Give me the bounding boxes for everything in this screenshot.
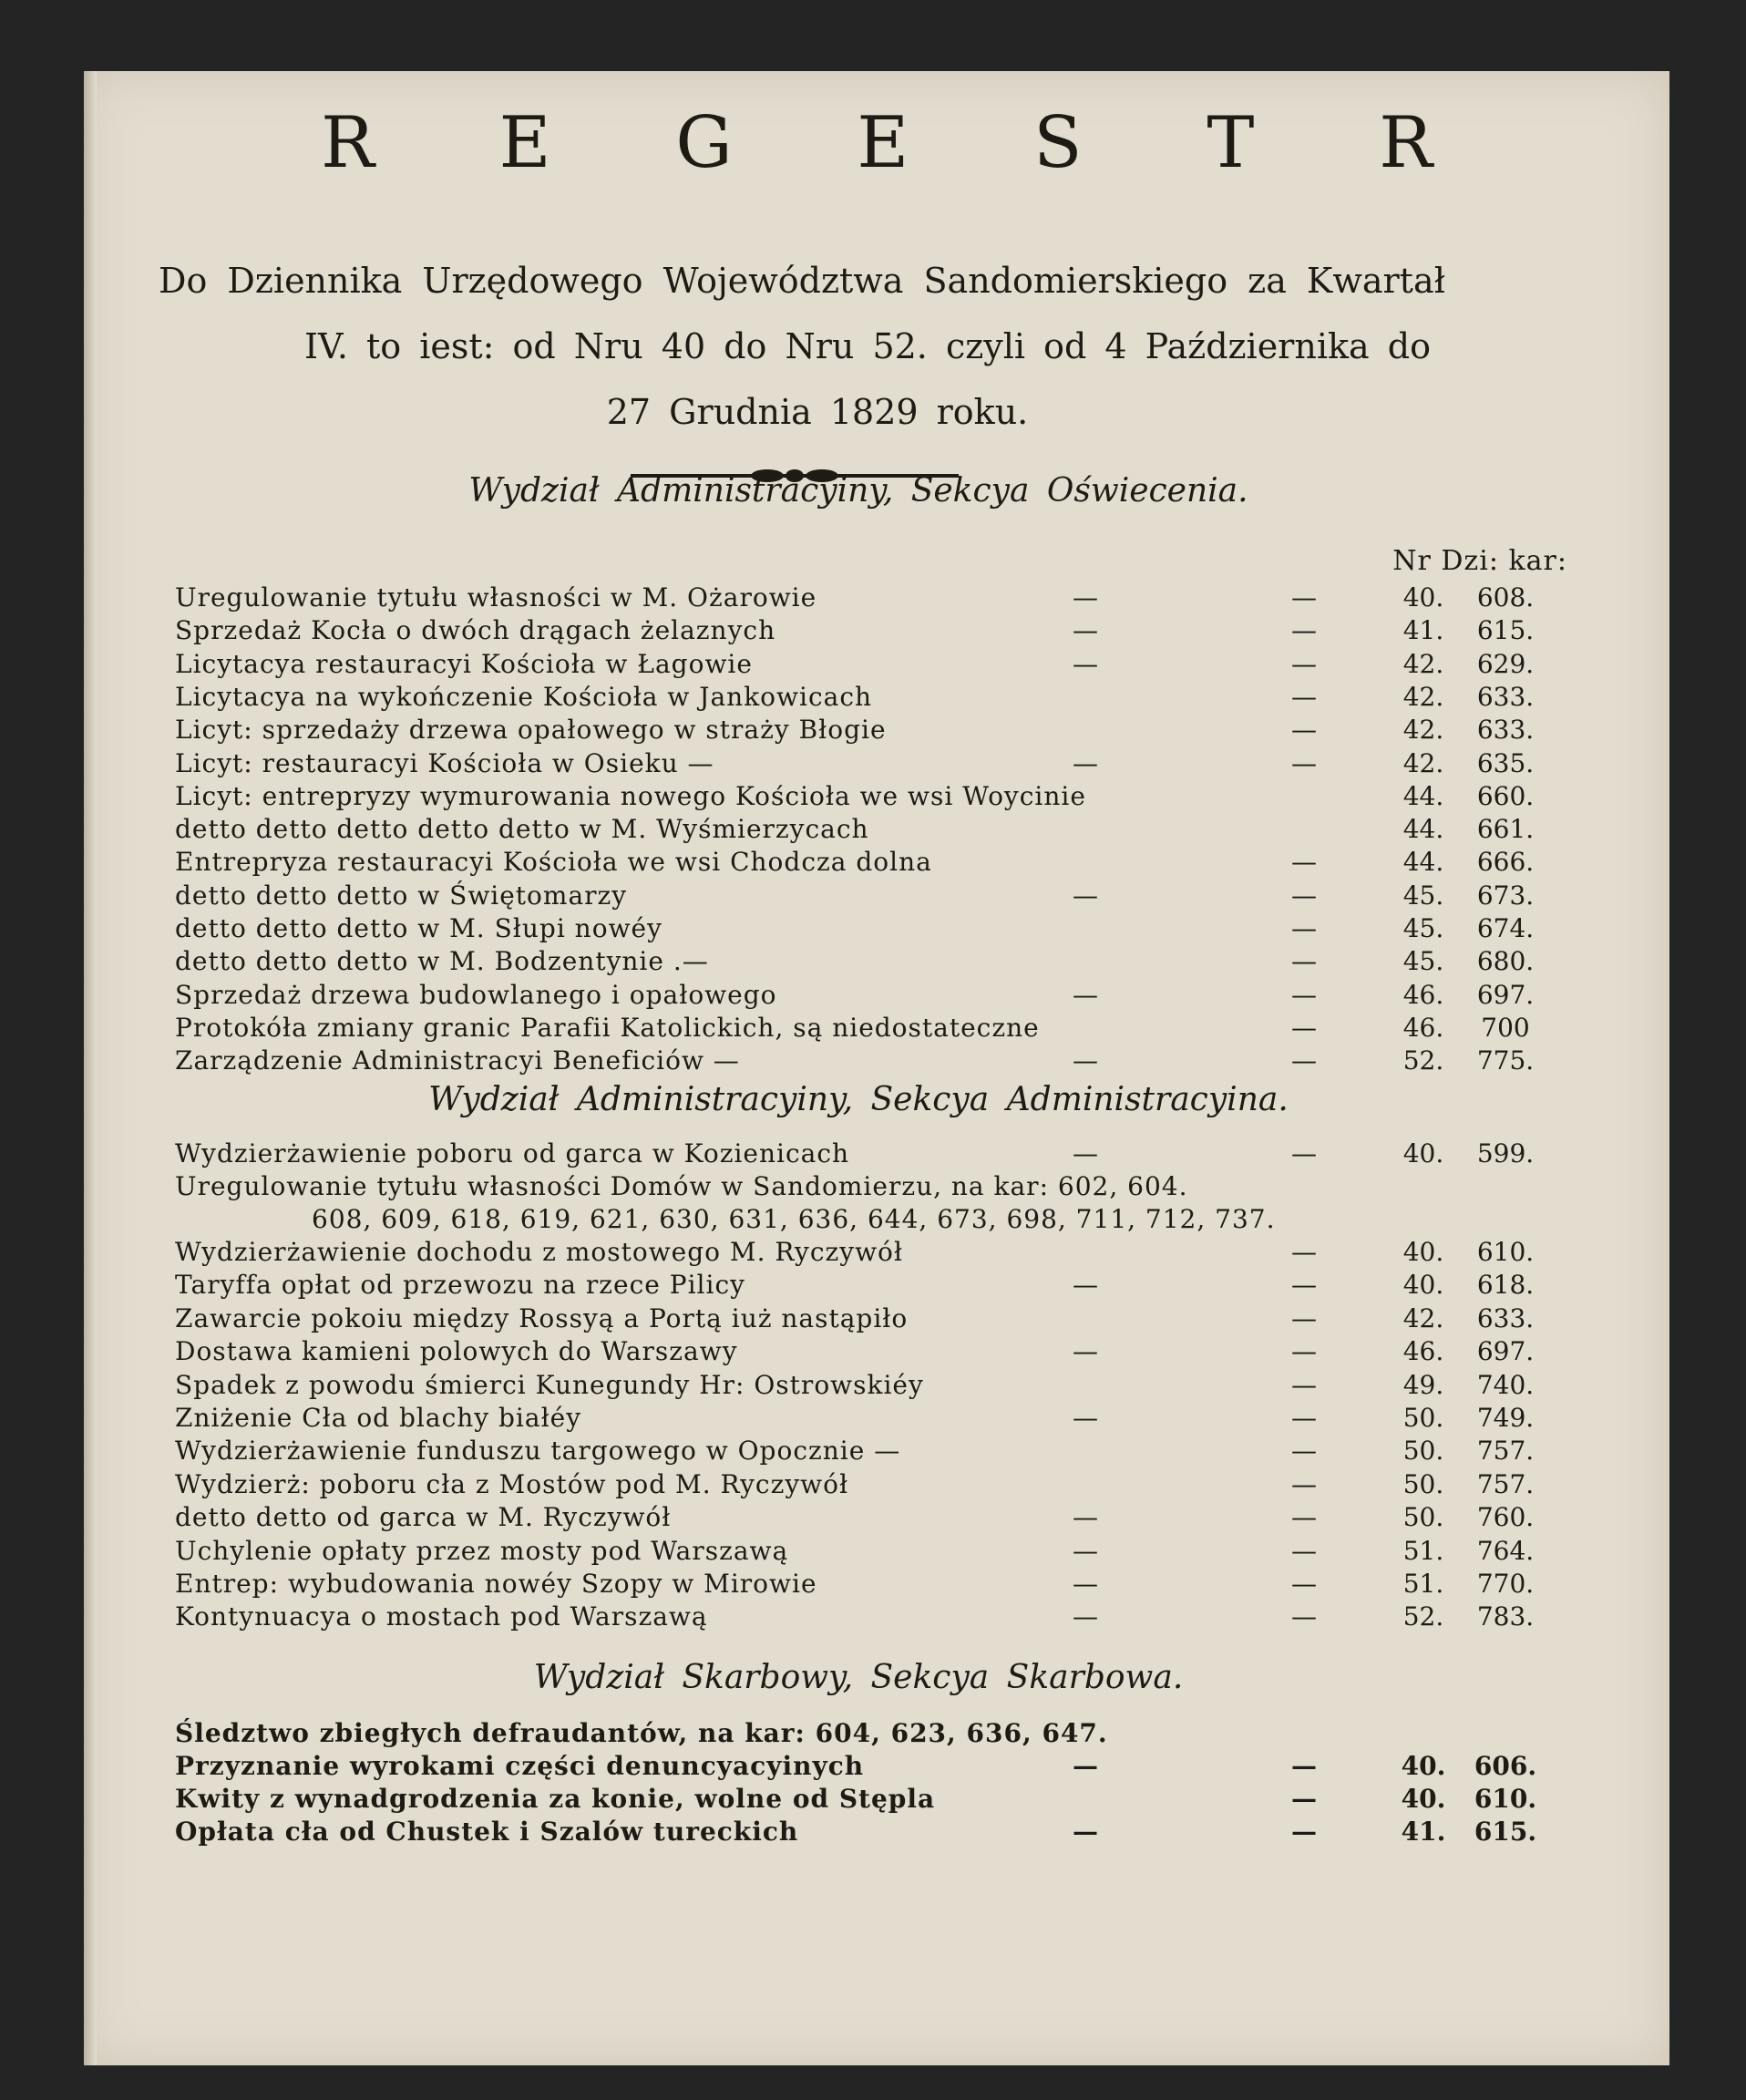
register-row: [175, 1501, 1542, 1534]
row-number: 40.: [1401, 1751, 1446, 1781]
row-dash: —: [1291, 1336, 1317, 1367]
row-page: 757.: [1476, 1436, 1535, 1467]
row-number: 44.: [1402, 847, 1444, 878]
row-number: 50.: [1402, 1502, 1444, 1533]
row-number: 42.: [1402, 681, 1444, 712]
row-number: 41.: [1402, 615, 1444, 646]
document-page: [84, 71, 1669, 2065]
row-description: Licytacya na wykończenie Kościoła w Jankowicach: [175, 681, 873, 712]
register-row: [175, 780, 1542, 813]
row-page: 697.: [1476, 979, 1535, 1010]
row-number: 40.: [1402, 1270, 1444, 1301]
row-number: 46.: [1402, 1336, 1444, 1367]
row-number: 52.: [1402, 1601, 1444, 1632]
row-dash: —: [1073, 1751, 1098, 1781]
row-page: 615.: [1474, 1817, 1537, 1847]
row-description: Sprzedaż drzewa budowlanego i opałowego: [175, 979, 777, 1010]
row-description: Sprzedaż Kocła o dwóch drągach żelaznych: [175, 615, 776, 646]
row-page: 618.: [1476, 1270, 1535, 1301]
row-dash: —: [1291, 1784, 1317, 1814]
row-dash: —: [1073, 979, 1098, 1010]
row-description: Uchylenie opłaty przez mosty pod Warszawą: [175, 1535, 789, 1566]
row-dash: —: [1073, 1045, 1098, 1076]
row-page: 608.: [1476, 582, 1535, 612]
row-number: 40.: [1402, 1237, 1444, 1267]
row-number: 40.: [1402, 1138, 1444, 1168]
row-number: 50.: [1402, 1436, 1444, 1467]
row-dash: —: [1073, 615, 1098, 646]
register-row: [175, 614, 1542, 647]
row-number: 42.: [1402, 715, 1444, 746]
row-description: Uregulowanie tytułu własności w M. Ożarowie: [175, 582, 817, 612]
row-dash: —: [1291, 1270, 1317, 1301]
row-number: 44.: [1402, 780, 1444, 811]
row-number: 40.: [1402, 582, 1444, 612]
row-number: 49.: [1402, 1369, 1444, 1400]
subtitle-line-2: IV. to iest: od Nru 40 do Nru 52. czyli od 4 Października do: [304, 326, 1431, 366]
row-page: 629.: [1476, 648, 1535, 679]
row-dash: —: [1291, 1751, 1317, 1781]
row-number: 45.: [1402, 946, 1444, 977]
register-row: [175, 1783, 1542, 1816]
page-edge: [84, 71, 97, 2065]
row-description: Spadek z powodu śmierci Kunegundy Hr: Ostrowskiéy: [175, 1369, 924, 1400]
row-dash: —: [1291, 681, 1317, 712]
row-dash: —: [1291, 1535, 1317, 1566]
register-row: [175, 945, 1542, 978]
row-page: 599.: [1476, 1138, 1535, 1168]
row-dash: —: [1073, 1569, 1098, 1599]
register-row: [175, 648, 1542, 681]
row-page: 700: [1481, 1012, 1530, 1043]
register-row: [175, 1236, 1542, 1269]
row-description: Wydzierż: poboru cła z Mostów pod M. Ryczywół: [175, 1468, 849, 1499]
row-number: 45.: [1402, 913, 1444, 943]
register-row: [175, 1568, 1542, 1601]
row-page: 635.: [1476, 747, 1535, 778]
row-page: 760.: [1476, 1502, 1535, 1533]
row-number: 41.: [1401, 1817, 1446, 1847]
row-number: 51.: [1402, 1535, 1444, 1566]
row-dash: —: [1291, 1237, 1317, 1267]
row-description: Zniżenie Cła od blachy białéy: [175, 1403, 582, 1433]
section-heading-oswiecenia: Wydział Administracyiny, Sekcya Oświecenia.: [468, 472, 1248, 510]
section-heading-skarbowa: Wydział Skarbowy, Sekcya Skarbowa.: [533, 1659, 1184, 1696]
row-page: 697.: [1476, 1336, 1535, 1367]
section-heading-administracyina: Wydział Administracyiny, Sekcya Administracyina.: [428, 1081, 1289, 1118]
row-description: Entrepryza restauracyi Kościoła we wsi Chodcza dolna: [175, 847, 932, 878]
column-header: Nr Dzi: kar:: [1392, 545, 1567, 577]
row-number: 45.: [1402, 880, 1444, 911]
row-dash: —: [1291, 1601, 1317, 1632]
row-description: Licytacya restauracyi Kościoła w Łagowie: [175, 648, 753, 679]
row-dash: —: [1291, 747, 1317, 778]
row-dash: —: [1073, 1403, 1098, 1433]
row-dash: —: [1073, 1336, 1098, 1367]
row-number: 50.: [1402, 1403, 1444, 1433]
continuation-line: 608, 609, 618, 619, 621, 630, 631, 636, 644, 673, 698, 711, 712, 737.: [312, 1204, 1276, 1234]
row-description: detto detto detto detto detto w M. Wyśmierzycach: [175, 814, 869, 845]
row-dash: —: [1291, 946, 1317, 977]
subtitle-line-1: Do Dziennika Urzędowego Województwa Sandomierskiego za Kwartał: [159, 261, 1445, 301]
row-page: 610.: [1474, 1784, 1537, 1814]
row-dash: —: [1291, 1468, 1317, 1499]
row-description: detto detto detto w Świętomarzy: [175, 880, 628, 911]
row-description: Zawarcie pokoiu między Rossyą a Portą iuż nastąpiło: [175, 1302, 909, 1333]
row-dash: —: [1291, 615, 1317, 646]
register-row: [175, 747, 1542, 780]
register-row: [175, 582, 1542, 614]
row-dash: —: [1073, 880, 1098, 911]
row-description: Kontynuacya o mostach pod Warszawą: [175, 1601, 708, 1632]
row-number: 42.: [1402, 648, 1444, 679]
register-row: [175, 714, 1542, 746]
row-page: 633.: [1476, 715, 1535, 746]
row-dash: —: [1073, 1138, 1098, 1168]
row-dash: —: [1291, 979, 1317, 1010]
row-dash: —: [1073, 1270, 1098, 1301]
register-row: [175, 1170, 1542, 1203]
register-row: [175, 1816, 1542, 1848]
row-description: Wydzierżawienie funduszu targowego w Opocznie —: [175, 1436, 901, 1467]
row-dash: —: [1291, 648, 1317, 679]
row-description: Przyznanie wyrokami części denuncyacyinych: [175, 1751, 865, 1781]
row-description: Licyt: restauracyi Kościoła w Osieku —: [175, 747, 714, 778]
row-dash: —: [1291, 880, 1317, 911]
row-page: 775.: [1476, 1045, 1535, 1076]
row-description: Licyt: sprzedaży drzewa opałowego w straży Błogie: [175, 715, 887, 746]
row-number: 46.: [1402, 1012, 1444, 1043]
row-page: 770.: [1476, 1569, 1535, 1599]
row-description: Zarządzenie Administracyi Beneficiów —: [175, 1045, 740, 1076]
row-page: 680.: [1476, 946, 1535, 977]
row-dash: —: [1291, 1369, 1317, 1400]
row-dash: —: [1291, 582, 1317, 612]
row-description: Uregulowanie tytułu własności Domów w Sandomierzu, na kar: 602, 604.: [175, 1171, 1188, 1201]
row-description: Kwity z wynadgrodzenia za konie, wolne od Stępla: [175, 1784, 936, 1814]
row-page: 764.: [1476, 1535, 1535, 1566]
row-page: 660.: [1476, 780, 1535, 811]
register-row: [175, 1045, 1542, 1077]
row-dash: —: [1073, 747, 1098, 778]
row-dash: —: [1073, 1817, 1098, 1847]
row-dash: —: [1073, 1535, 1098, 1566]
row-page: 673.: [1476, 880, 1535, 911]
register-row: [175, 1435, 1542, 1467]
register-row: [175, 1535, 1542, 1568]
register-row: [175, 912, 1542, 945]
row-description: Śledztwo zbiegłych defraudantów, na kar: 604, 623, 636, 647.: [175, 1718, 1108, 1748]
register-row: [175, 846, 1542, 879]
row-description: detto detto detto w M. Bodzentynie .—: [175, 946, 709, 977]
register-row: [175, 1302, 1542, 1335]
row-dash: —: [1073, 582, 1098, 612]
register-row: [175, 1138, 1542, 1170]
register-row: [175, 1750, 1542, 1783]
row-dash: —: [1073, 648, 1098, 679]
row-page: 633.: [1476, 1302, 1535, 1333]
row-description: Taryffa opłat od przewozu na rzece Pilicy: [175, 1270, 745, 1301]
register-row: [175, 1335, 1542, 1368]
row-description: Entrep: wybudowania nowéy Szopy w Mirowie: [175, 1569, 817, 1599]
row-dash: —: [1291, 1817, 1317, 1847]
row-page: 633.: [1476, 681, 1535, 712]
row-description: Licyt: entrepryzy wymurowania nowego Kościoła we wsi Woycinie: [175, 780, 1086, 811]
row-number: 44.: [1402, 814, 1444, 845]
row-page: 661.: [1476, 814, 1535, 845]
row-description: Wydzierżawienie poboru od garca w Kozienicach: [175, 1138, 850, 1168]
row-number: 40.: [1401, 1784, 1446, 1814]
row-description: Wydzierżawienie dochodu z mostowego M. Ryczywół: [175, 1237, 903, 1267]
row-dash: —: [1073, 1502, 1098, 1533]
row-page: 783.: [1476, 1601, 1535, 1632]
row-page: 740.: [1476, 1369, 1535, 1400]
register-row: [175, 681, 1542, 714]
register-row: [175, 1012, 1542, 1045]
row-number: 51.: [1402, 1569, 1444, 1599]
row-page: 749.: [1476, 1403, 1535, 1433]
row-dash: —: [1291, 715, 1317, 746]
register-row: [175, 1269, 1542, 1302]
row-dash: —: [1291, 1045, 1317, 1076]
row-number: 42.: [1402, 747, 1444, 778]
row-page: 615.: [1476, 615, 1535, 646]
row-description: detto detto detto w M. Słupi nowéy: [175, 913, 662, 943]
row-page: 757.: [1476, 1468, 1535, 1499]
row-number: 42.: [1402, 1302, 1444, 1333]
row-dash: —: [1291, 847, 1317, 878]
register-row: [175, 1402, 1542, 1435]
row-description: Protokóła zmiany granic Parafii Katolickich, są niedostateczne: [175, 1012, 1040, 1043]
row-dash: —: [1291, 1302, 1317, 1333]
row-dash: —: [1291, 1012, 1317, 1043]
register-row: [175, 1717, 1542, 1750]
subtitle-line-3: 27 Grudnia 1829 roku.: [606, 392, 1029, 432]
document-title: R E G E S T R: [321, 102, 1484, 184]
row-description: Dostawa kamieni polowych do Warszawy: [175, 1336, 738, 1367]
row-description: detto detto od garca w M. Ryczywół: [175, 1502, 672, 1533]
row-dash: —: [1291, 913, 1317, 943]
row-page: 666.: [1476, 847, 1535, 878]
row-dash: —: [1291, 1569, 1317, 1599]
row-page: 606.: [1474, 1751, 1537, 1781]
row-dash: —: [1291, 1436, 1317, 1467]
row-page: 610.: [1476, 1237, 1535, 1267]
register-row: [175, 813, 1542, 846]
row-number: 46.: [1402, 979, 1444, 1010]
row-dash: —: [1291, 1138, 1317, 1168]
register-row: [175, 1468, 1542, 1501]
row-dash: —: [1073, 1601, 1098, 1632]
row-number: 50.: [1402, 1468, 1444, 1499]
register-row: [175, 880, 1542, 912]
row-dash: —: [1291, 1403, 1317, 1433]
register-row: [175, 1369, 1542, 1402]
register-row: [175, 979, 1542, 1012]
row-description: Opłata cła od Chustek i Szalów tureckich: [175, 1817, 799, 1847]
row-dash: —: [1291, 1502, 1317, 1533]
row-page: 674.: [1476, 913, 1535, 943]
register-row: [175, 1601, 1542, 1633]
row-number: 52.: [1402, 1045, 1444, 1076]
